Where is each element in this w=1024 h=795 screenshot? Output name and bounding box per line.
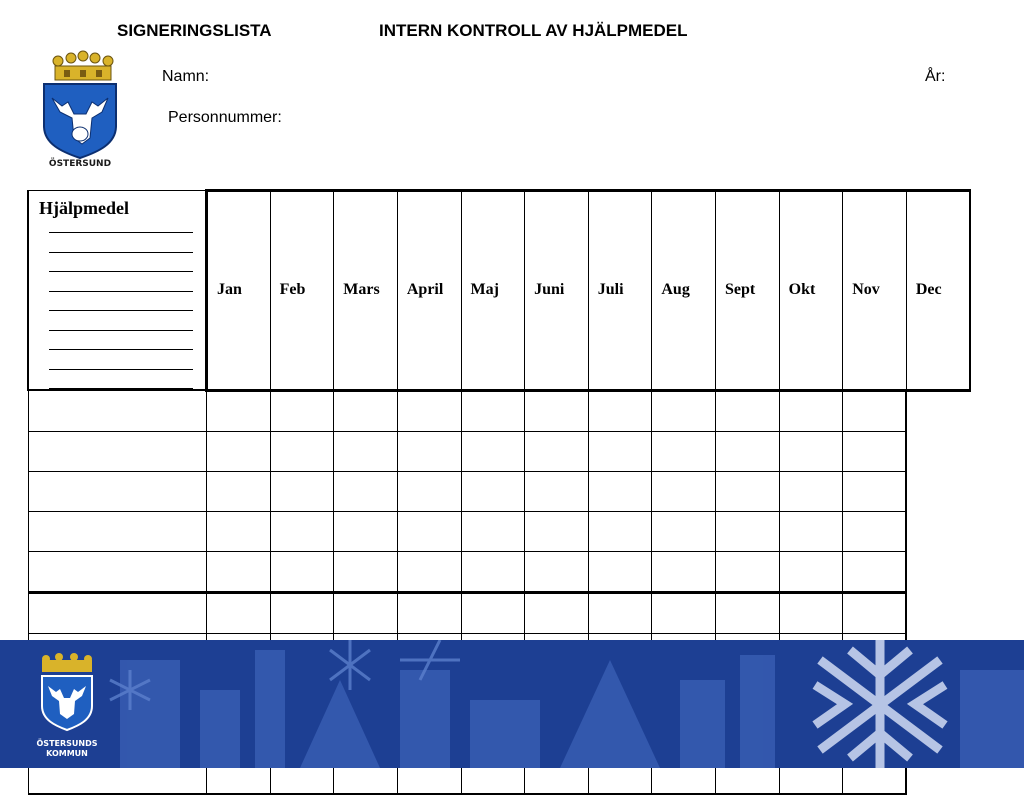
signature-cell[interactable] xyxy=(28,592,207,633)
aid-entry-line[interactable] xyxy=(49,253,193,273)
signature-cell[interactable] xyxy=(525,390,589,431)
signature-cell[interactable] xyxy=(779,390,843,431)
aid-entry-line[interactable] xyxy=(49,311,193,331)
signature-cell[interactable] xyxy=(525,511,589,551)
signature-cell[interactable] xyxy=(270,592,334,633)
month-header: Sept xyxy=(716,191,780,391)
signature-cell[interactable] xyxy=(270,511,334,551)
signature-cell[interactable] xyxy=(461,390,525,431)
signature-cell[interactable] xyxy=(716,390,780,431)
signature-cell[interactable] xyxy=(716,431,780,471)
aid-entry-line[interactable] xyxy=(49,233,193,253)
signature-cell[interactable] xyxy=(461,471,525,511)
signature-cell[interactable] xyxy=(270,551,334,592)
svg-text:KOMMUN: KOMMUN xyxy=(46,749,88,758)
signature-cell[interactable] xyxy=(207,431,271,471)
signature-cell[interactable] xyxy=(779,511,843,551)
signature-cell[interactable] xyxy=(270,471,334,511)
aid-entry-line[interactable] xyxy=(49,272,193,292)
signature-cell[interactable] xyxy=(525,551,589,592)
signature-cell[interactable] xyxy=(207,511,271,551)
decorative-banner xyxy=(0,640,1024,768)
signature-cell[interactable] xyxy=(28,431,207,471)
month-header: Maj xyxy=(461,191,525,391)
month-header: Okt xyxy=(779,191,843,391)
signature-cell[interactable] xyxy=(843,431,907,471)
table-row xyxy=(28,471,970,511)
signature-cell[interactable] xyxy=(779,592,843,633)
signature-cell[interactable] xyxy=(716,592,780,633)
table-row xyxy=(28,592,970,633)
table-row xyxy=(28,390,970,431)
table-row xyxy=(28,511,970,551)
signature-cell[interactable] xyxy=(28,471,207,511)
signature-cell[interactable] xyxy=(270,431,334,471)
month-header: Juli xyxy=(588,191,652,391)
footer-coat-of-arms xyxy=(37,653,98,758)
signature-cell[interactable] xyxy=(461,431,525,471)
signature-cell[interactable] xyxy=(461,592,525,633)
signature-cell[interactable] xyxy=(716,471,780,511)
signature-cell[interactable] xyxy=(334,471,398,511)
table-row xyxy=(28,551,970,592)
form-title: SIGNERINGSLISTA xyxy=(117,21,272,40)
signature-cell[interactable] xyxy=(207,471,271,511)
signature-cell[interactable] xyxy=(334,551,398,592)
signature-cell[interactable] xyxy=(843,471,907,511)
signature-cell[interactable] xyxy=(334,431,398,471)
signature-cell[interactable] xyxy=(28,390,207,431)
aids-header: Hjälpmedel xyxy=(39,198,129,218)
month-header: Mars xyxy=(334,191,398,391)
signature-cell[interactable] xyxy=(397,592,461,633)
signature-cell[interactable] xyxy=(588,431,652,471)
month-header: Juni xyxy=(525,191,589,391)
signature-cell[interactable] xyxy=(652,511,716,551)
signature-cell[interactable] xyxy=(461,551,525,592)
form-subtitle: INTERN KONTROLL AV HJÄLPMEDEL xyxy=(379,21,688,40)
signature-cell[interactable] xyxy=(843,592,907,633)
month-header: Jan xyxy=(207,191,271,391)
signature-cell[interactable] xyxy=(397,511,461,551)
signature-cell[interactable] xyxy=(270,390,334,431)
signature-cell[interactable] xyxy=(397,551,461,592)
aid-entry-line[interactable] xyxy=(49,292,193,312)
aid-entry-line[interactable] xyxy=(49,331,193,351)
signature-cell[interactable] xyxy=(779,551,843,592)
name-label: Namn: xyxy=(162,68,210,85)
aid-entry-line[interactable] xyxy=(49,370,193,390)
month-header: April xyxy=(397,191,461,391)
signature-cell[interactable] xyxy=(716,511,780,551)
signature-cell[interactable] xyxy=(652,471,716,511)
signature-cell[interactable] xyxy=(588,592,652,633)
signature-cell[interactable] xyxy=(207,592,271,633)
signature-cell[interactable] xyxy=(525,592,589,633)
signature-cell[interactable] xyxy=(525,471,589,511)
signature-cell[interactable] xyxy=(843,551,907,592)
signature-cell[interactable] xyxy=(28,511,207,551)
month-header: Nov xyxy=(843,191,907,391)
signature-cell[interactable] xyxy=(588,390,652,431)
svg-text:ÖSTERSUNDS: ÖSTERSUNDS xyxy=(36,739,98,748)
signature-cell[interactable] xyxy=(588,471,652,511)
coat-of-arms-logo xyxy=(38,48,120,170)
signature-cell[interactable] xyxy=(397,390,461,431)
personal-number-label: Personnummer: xyxy=(168,109,282,126)
signature-cell[interactable] xyxy=(525,431,589,471)
signature-cell[interactable] xyxy=(843,511,907,551)
aids-column[interactable] xyxy=(28,191,207,391)
signature-cell[interactable] xyxy=(207,390,271,431)
signature-cell[interactable] xyxy=(397,431,461,471)
aid-entry-line[interactable] xyxy=(49,350,193,370)
year-label: År: xyxy=(925,68,946,85)
signature-cell[interactable] xyxy=(652,592,716,633)
table-header-row xyxy=(28,191,970,391)
month-header: Feb xyxy=(270,191,334,391)
signature-cell[interactable] xyxy=(652,390,716,431)
signature-cell[interactable] xyxy=(588,511,652,551)
aid-entry-line[interactable] xyxy=(49,221,193,233)
signature-cell[interactable] xyxy=(588,551,652,592)
signature-cell[interactable] xyxy=(843,390,907,431)
signature-cell[interactable] xyxy=(779,431,843,471)
signature-cell[interactable] xyxy=(207,551,271,592)
signature-cell[interactable] xyxy=(652,431,716,471)
signature-cell[interactable] xyxy=(334,511,398,551)
aid-lines xyxy=(29,221,205,389)
signature-cell[interactable] xyxy=(334,592,398,633)
table-row xyxy=(28,431,970,471)
signature-cell[interactable] xyxy=(779,471,843,511)
month-header: Dec xyxy=(906,191,970,391)
signature-cell[interactable] xyxy=(397,471,461,511)
signature-cell[interactable] xyxy=(716,551,780,592)
crown-icon xyxy=(53,51,113,80)
logo-text: ÖSTERSUND xyxy=(48,159,112,169)
month-header: Aug xyxy=(652,191,716,391)
signature-cell[interactable] xyxy=(652,551,716,592)
signature-cell[interactable] xyxy=(461,511,525,551)
signature-cell[interactable] xyxy=(334,390,398,431)
signature-cell[interactable] xyxy=(28,551,207,592)
